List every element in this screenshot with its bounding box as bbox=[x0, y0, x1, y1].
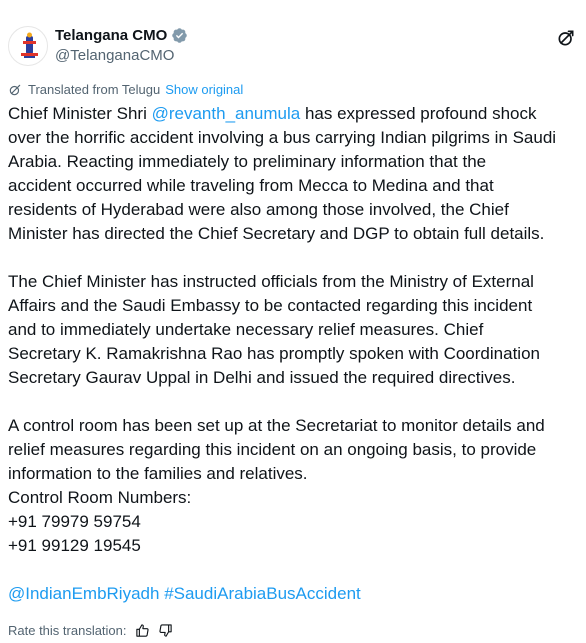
text-line: Secretary K. Ramakrishna Rao has promptly spoken with Coordination bbox=[8, 344, 540, 363]
text-line: Arabia. Reacting immediately to preliminary information that the bbox=[8, 152, 487, 171]
text-line: Minister has directed the Chief Secretary and DGP to obtain full details. bbox=[8, 224, 545, 243]
tags-line bbox=[8, 582, 580, 606]
rate-translation bbox=[8, 621, 173, 639]
paragraph-3 bbox=[8, 414, 580, 558]
text-line: Control Room Numbers: bbox=[8, 488, 192, 507]
mention-link[interactable]: @IndianEmbRiyadh bbox=[8, 584, 160, 603]
translation-notice bbox=[8, 81, 243, 98]
paragraph-1 bbox=[8, 102, 580, 246]
grok-icon bbox=[8, 83, 22, 97]
text-line: relief measures regarding this incident on an ongoing basis, to provide bbox=[8, 440, 537, 459]
paragraph-2 bbox=[8, 270, 580, 390]
avatar[interactable] bbox=[8, 26, 48, 66]
text-line: Secretary Gaurav Uppal in Delhi and issued the required directives. bbox=[8, 368, 516, 387]
tweet-text bbox=[8, 102, 580, 630]
text-line: A control room has been set up at the Secretariat to monitor details and bbox=[8, 416, 545, 435]
tweet-header bbox=[8, 22, 578, 70]
mention-link[interactable]: @revanth_anumula bbox=[151, 104, 301, 123]
text-line: residents of Hyderabad were also among those involved, the Chief bbox=[8, 200, 509, 219]
text-line: over the horrific accident involving a bus carrying Indian pilgrims in Saudi bbox=[8, 128, 557, 147]
hashtag-link[interactable]: #SaudiArabiaBusAccident bbox=[164, 584, 361, 603]
grok-icon[interactable] bbox=[556, 28, 576, 48]
author-handle[interactable]: @TelanganaCMO bbox=[55, 47, 175, 64]
rate-translation-label: Rate this translation: bbox=[8, 622, 127, 638]
telangana-emblem-icon bbox=[9, 27, 48, 66]
verified-badge-icon bbox=[171, 27, 188, 44]
author-display-name[interactable]: Telangana CMO bbox=[55, 26, 188, 45]
show-original-link[interactable]: Show original bbox=[165, 82, 244, 97]
author-names bbox=[55, 26, 188, 66]
text-line: Affairs and the Saudi Embassy to be contacted regarding this incident bbox=[8, 296, 533, 315]
text-line: and to immediately undertake necessary relief measures. Chief bbox=[8, 320, 484, 339]
text-line: accident occurred while traveling from Mecca to Medina and that bbox=[8, 176, 494, 195]
text-line: information to the families and relatives. bbox=[8, 464, 308, 483]
phone-number: +91 79979 59754 bbox=[8, 512, 141, 531]
text-line: The Chief Minister has instructed officials from the Ministry of External bbox=[8, 272, 534, 291]
translated-label: Translated from Telugu bbox=[28, 82, 161, 97]
phone-number: +91 99129 19545 bbox=[8, 536, 141, 555]
text-line: Chief Minister Shri @revanth_anumula has expressed profound shock bbox=[8, 104, 537, 123]
thumbs-up-icon[interactable] bbox=[135, 623, 150, 638]
thumbs-down-icon[interactable] bbox=[158, 623, 173, 638]
